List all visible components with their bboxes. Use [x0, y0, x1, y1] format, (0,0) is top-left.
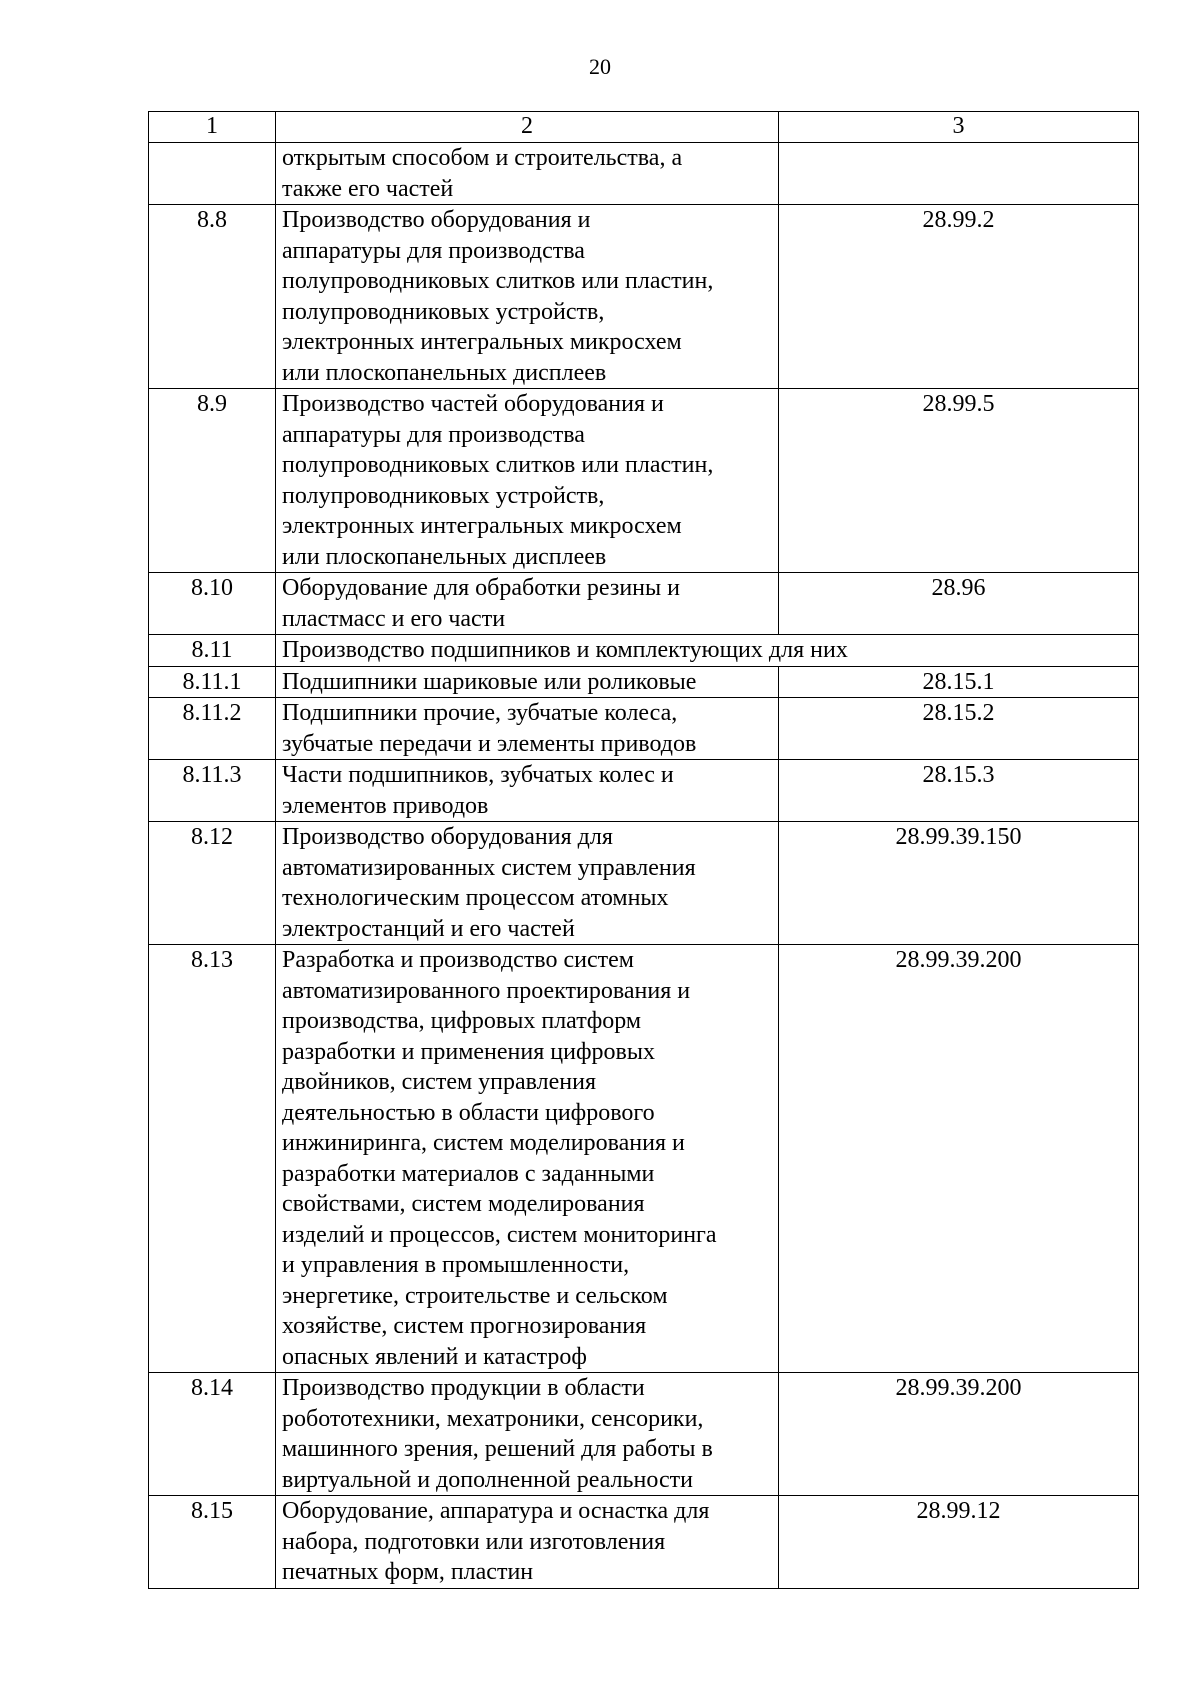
row-code-cell: 28.99.12 [779, 1496, 1139, 1589]
row-code-cell: 28.15.2 [779, 698, 1139, 760]
row-number-cell: 8.8 [149, 205, 276, 389]
row-code-cell [779, 143, 1139, 205]
row-number-cell: 8.10 [149, 573, 276, 635]
row-code-cell: 28.99.39.200 [779, 1373, 1139, 1496]
row-number-cell: 8.14 [149, 1373, 276, 1496]
table-row [149, 205, 1139, 389]
table-row [149, 573, 1139, 635]
row-code-cell: 28.99.2 [779, 205, 1139, 389]
row-number-cell: 8.9 [149, 389, 276, 573]
row-number-cell: 8.13 [149, 945, 276, 1373]
table-row [149, 1373, 1139, 1496]
row-number-cell: 8.11.1 [149, 666, 276, 698]
table-row [149, 760, 1139, 822]
page-number: 20 [589, 54, 611, 79]
header-col-2: 2 [276, 112, 779, 143]
row-number-cell: 8.11.3 [149, 760, 276, 822]
row-number-cell [149, 143, 276, 205]
row-code-cell: 28.15.1 [779, 666, 1139, 698]
row-description-cell: Производство подшипников и комплектующих для них [276, 635, 1139, 667]
table-row [149, 635, 1139, 667]
row-description-cell: Оборудование для обработки резины и пластмасс и его части [276, 573, 779, 635]
row-number-cell: 8.12 [149, 822, 276, 945]
row-description-cell: открытым способом и строительства, а также его частей [276, 143, 779, 205]
table-row [149, 1496, 1139, 1589]
document-table [148, 111, 1139, 1589]
row-description-cell: Оборудование, аппаратура и оснастка для набора, подготовки или изготовления печатных форм, пластин [276, 1496, 779, 1589]
row-code-cell: 28.99.39.150 [779, 822, 1139, 945]
table-header-row [149, 112, 1139, 143]
row-number-cell: 8.15 [149, 1496, 276, 1589]
row-description-cell: Производство оборудования для автоматизированных систем управления технологическим процессом атомных электростанций и его частей [276, 822, 779, 945]
table-row [149, 143, 1139, 205]
row-description-cell: Производство оборудования и аппаратуры для производства полупроводниковых слитков или пластин, полупроводниковых устройств, электронных интегральных микросхем или плоскопанельных дисплеев [276, 205, 779, 389]
row-code-cell: 28.15.3 [779, 760, 1139, 822]
row-description-cell: Производство частей оборудования и аппаратуры для производства полупроводниковых слитков или пластин, полупроводниковых устройств, электронных интегральных микросхем или плоскопанельных дисплеев [276, 389, 779, 573]
table-row [149, 822, 1139, 945]
table-row [149, 945, 1139, 1373]
table-row [149, 666, 1139, 698]
row-description-cell: Части подшипников, зубчатых колес и элементов приводов [276, 760, 779, 822]
row-code-cell: 28.99.39.200 [779, 945, 1139, 1373]
header-col-1: 1 [149, 112, 276, 143]
row-code-cell: 28.96 [779, 573, 1139, 635]
header-col-3: 3 [779, 112, 1139, 143]
row-description-cell: Разработка и производство систем автоматизированного проектирования и производства, цифровых платформ разработки и применения цифровых двойников, систем управления деятельностью в области цифрового инжиниринга, систем моделирования и разработки материалов с заданными свойствами, систем моделирования изделий и процессов, систем мониторинга и управления в промышленности, энергетике, строительстве и сельском хозяйстве, систем прогнозирования опасных явлений и катастроф [276, 945, 779, 1373]
row-description-cell: Производство продукции в области робототехники, мехатроники, сенсорики, машинного зрения, решений для работы в виртуальной и дополненной реальности [276, 1373, 779, 1496]
row-description-cell: Подшипники шариковые или роликовые [276, 666, 779, 698]
row-number-cell: 8.11.2 [149, 698, 276, 760]
row-code-cell: 28.99.5 [779, 389, 1139, 573]
row-number-cell: 8.11 [149, 635, 276, 667]
row-description-cell: Подшипники прочие, зубчатые колеса, зубчатые передачи и элементы приводов [276, 698, 779, 760]
table-row [149, 698, 1139, 760]
table-row [149, 389, 1139, 573]
